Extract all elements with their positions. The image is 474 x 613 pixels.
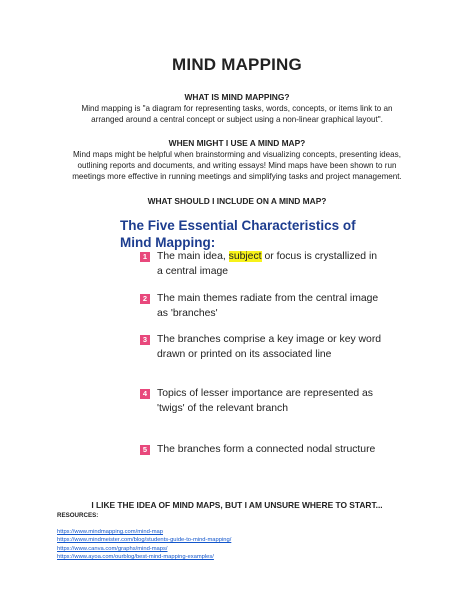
- figure-title-line: Mind Mapping:: [120, 235, 216, 250]
- figure-title: [120, 217, 356, 251]
- section-when-use: [40, 138, 434, 183]
- resources-label: RESOURCES:: [57, 512, 99, 519]
- figure-title-line: The Five Essential Characteristics of: [120, 218, 356, 233]
- item-number-badge: 5: [140, 445, 150, 455]
- item-number-badge: 2: [140, 294, 150, 304]
- item-text-part: The main idea,: [157, 251, 229, 262]
- section-line: arranged around a central concept or subject using a non-linear graphical layout".: [91, 115, 383, 125]
- section-what-is: [40, 92, 434, 125]
- section-line: meetings more effective in running meetings and simplifying tasks and project management.: [72, 172, 402, 182]
- resource-link[interactable]: https://www.mindmapping.com/mind-map: [57, 529, 163, 535]
- section-heading: WHEN MIGHT I USE A MIND MAP?: [168, 138, 306, 148]
- section-line: Mind maps might be helpful when brainstorming and visualizing concepts, presenting ideas,: [73, 150, 401, 159]
- item-text: The branches form a connected nodal structure: [157, 444, 376, 455]
- item-number-badge: 1: [140, 252, 150, 262]
- resources-list: [57, 528, 231, 562]
- section-heading: WHAT SHOULD I INCLUDE ON A MIND MAP?: [147, 196, 327, 206]
- section-line: Mind mapping is "a diagram for representing tasks, words, concepts, or items link to an: [81, 104, 393, 113]
- resource-link[interactable]: https://www.canva.com/graphs/mind-maps/: [57, 545, 168, 552]
- section-heading: WHAT IS MIND MAPPING?: [184, 92, 290, 102]
- section-line: outlining reports and documents, and writing essays! Mind maps have been shown to run: [77, 161, 397, 171]
- item-text: Topics of lesser importance are represented as 'twigs' of the relevant branch: [157, 388, 374, 414]
- item-number-badge: 3: [140, 335, 150, 345]
- resource-link[interactable]: https://www.ayoa.com/ourblog/best-mind-mapping-examples/: [57, 554, 214, 561]
- highlighted-word: subject: [228, 251, 262, 262]
- page-title: MIND MAPPING: [172, 55, 302, 74]
- item-text: [157, 250, 382, 279]
- item-number-badge: 4: [140, 389, 150, 399]
- unsure-heading: I LIKE THE IDEA OF MIND MAPS, BUT I AM UNSURE WHERE TO START...: [91, 500, 383, 510]
- resource-link[interactable]: https://www.mindmeister.com/blog/students-guide-to-mind-mapping/: [57, 537, 232, 544]
- section-what-include: [40, 196, 434, 207]
- item-text: The branches comprise a key image or key word drawn or printed on its associated line: [157, 334, 382, 360]
- item-text-part: or focus is crystallized in a central image: [157, 251, 378, 277]
- item-text: The main themes radiate from the central image as 'branches': [157, 293, 379, 319]
